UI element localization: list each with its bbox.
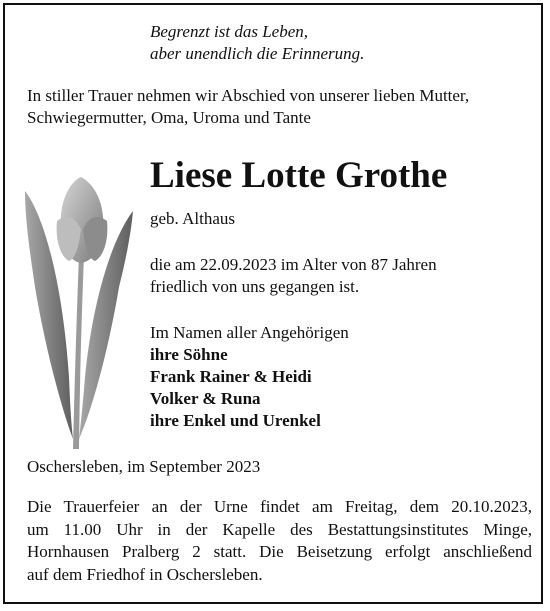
mourner-line: Frank Rainer & Heidi	[150, 367, 312, 386]
birth-name-text: geb. Althaus	[150, 209, 235, 228]
funeral-service-info	[27, 496, 532, 586]
motto-line-1: Begrenzt ist das Leben,	[150, 22, 309, 41]
mourner-line: Volker & Runa	[150, 389, 261, 408]
motto	[150, 21, 490, 65]
obituary-notice	[3, 3, 543, 604]
death-info-line-1: die am 22.09.2023 im Alter von 87 Jahren	[150, 255, 437, 274]
intro-line-1: In stiller Trauer nehmen wir Abschied von unserer lieben Mutter,	[27, 86, 470, 105]
service-line: Die Trauerfeier an der Urne findet am Freitag, dem 20.10.2023,	[27, 497, 532, 516]
service-line: auf dem Friedhof in Oschersleben.	[27, 564, 263, 584]
service-line: um 11.00 Uhr in der Kapelle des Bestattungsinstitutes Minge,	[27, 519, 532, 539]
mourner-line: ihre Söhne	[150, 345, 228, 364]
death-info-line-2: friedlich von uns gegangen ist.	[150, 277, 360, 296]
service-line: Hornhausen Pralberg 2 statt. Die Beisetzung erfolgt anschließend	[27, 542, 532, 561]
intro-line-2: Schwiegermutter, Oma, Uroma und Tante	[27, 108, 311, 127]
deceased-name: Liese Lotte Grothe	[150, 155, 448, 196]
mourners	[150, 322, 520, 432]
birth-name	[150, 208, 520, 230]
motto-line-2: aber unendlich die Erinnerung.	[150, 44, 365, 63]
tulip-icon	[23, 177, 135, 449]
mourners-intro: Im Namen aller Angehörigen	[150, 323, 349, 342]
death-info	[150, 254, 520, 298]
intro-text	[27, 85, 532, 129]
mourner-line: ihre Enkel und Urenkel	[150, 411, 321, 430]
place-date: Oschersleben, im September 2023	[27, 457, 261, 476]
